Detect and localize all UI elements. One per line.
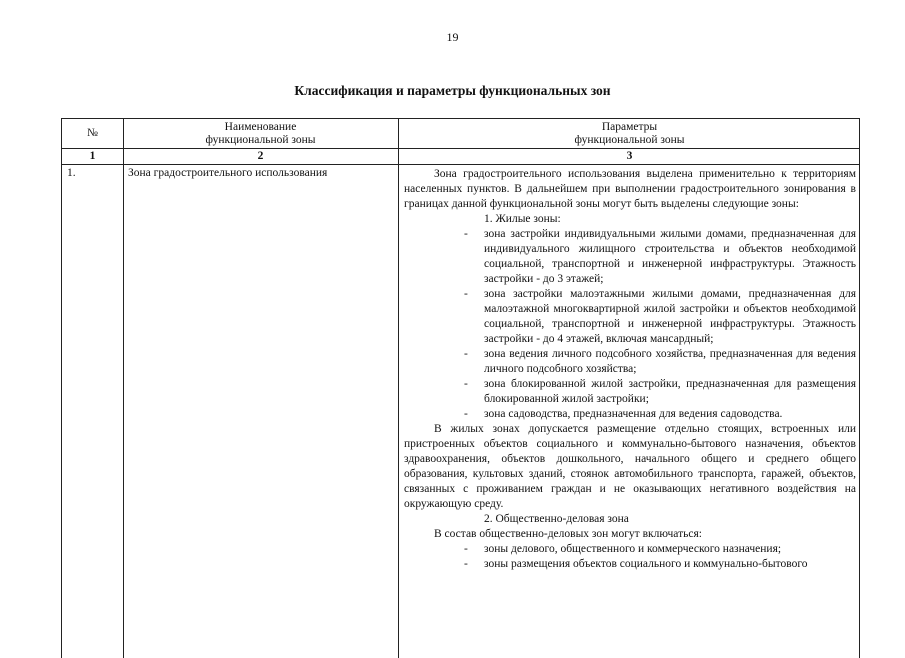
column-index-3: 3: [626, 150, 633, 162]
column-divider-1: [123, 119, 124, 658]
list-item: - зоны делового, общественного и коммерческого назначения;: [464, 543, 782, 555]
list-item: - зона застройки индивидуальными жилыми домами, предназначенная для индивидуального жилищного строительства и объектов необходимой социальной, транспортной и инженерной инфраструктуры. Этажность застройки - до 3 этажей;: [464, 228, 856, 285]
list-item: - зона застройки малоэтажными жилыми домами, предназначенная для малоэтажной многоквартирной жилой застройки и объектов необходимой социальной, транспортной и инженерной инфраструктуры. Этажность застройки - до 4 этажей, включая мансардный;: [464, 288, 856, 345]
column-index-1: 1: [89, 150, 96, 162]
header-number: №: [87, 127, 98, 139]
page-number: 19: [446, 30, 459, 44]
residential-note: В жилых зонах допускается размещение отдельно стоящих, встроенных или пристроенных объектов социального и коммунально-бытового назначения, объектов здравоохранения, объектов дошкольного, начального общего и среднего общего образования, культовых зданий, стоянок автомобильного транспорта, гаражей, объектов, связанных с проживанием граждан и не оказывающих негативного воздействия на окружающую среду.: [404, 423, 856, 510]
header-zone-params-line1: Параметры: [601, 120, 658, 133]
list-item: - зоны размещения объектов социального и коммунально-бытового: [464, 558, 808, 570]
column-divider-2: [398, 119, 399, 658]
header-zone-name-line2: функциональной зоны: [205, 133, 316, 146]
section-business-heading: 2. Общественно-деловая зона: [484, 513, 629, 525]
section-business-intro: В состав общественно-деловых зон могут включаться:: [434, 528, 702, 540]
column-index-2: 2: [257, 150, 264, 162]
header-zone-params: [398, 119, 861, 148]
header-zone-params-line2: функциональной зоны: [574, 133, 685, 146]
index-row-divider: [62, 164, 859, 165]
row-number: 1.: [67, 167, 76, 179]
zones-table: [61, 118, 860, 658]
row-zone-params: [404, 167, 856, 572]
params-intro: Зона градостроительного использования выделена применительно к территориям населенных пунктов. В дальнейшем при выполнении градостроительного зонирования в границах данной функциональной зоны могут быть выделены следующие зоны:: [404, 168, 856, 210]
list-item: - зона ведения личного подсобного хозяйства, предназначенная для ведения личного подсобного хозяйства;: [464, 348, 856, 375]
document-title: Классификация и параметры функциональных зон: [294, 83, 611, 98]
row-zone-name: Зона градостроительного использования: [128, 167, 328, 179]
section-residential-heading: 1. Жилые зоны:: [484, 213, 561, 225]
header-zone-name: [123, 119, 398, 148]
list-item: - зона садоводства, предназначенная для ведения садоводства.: [464, 408, 783, 420]
list-item: - зона блокированной жилой застройки, предназначенная для размещения блокированной жилой застройки;: [464, 378, 856, 405]
header-zone-name-line1: Наименование: [224, 120, 297, 133]
